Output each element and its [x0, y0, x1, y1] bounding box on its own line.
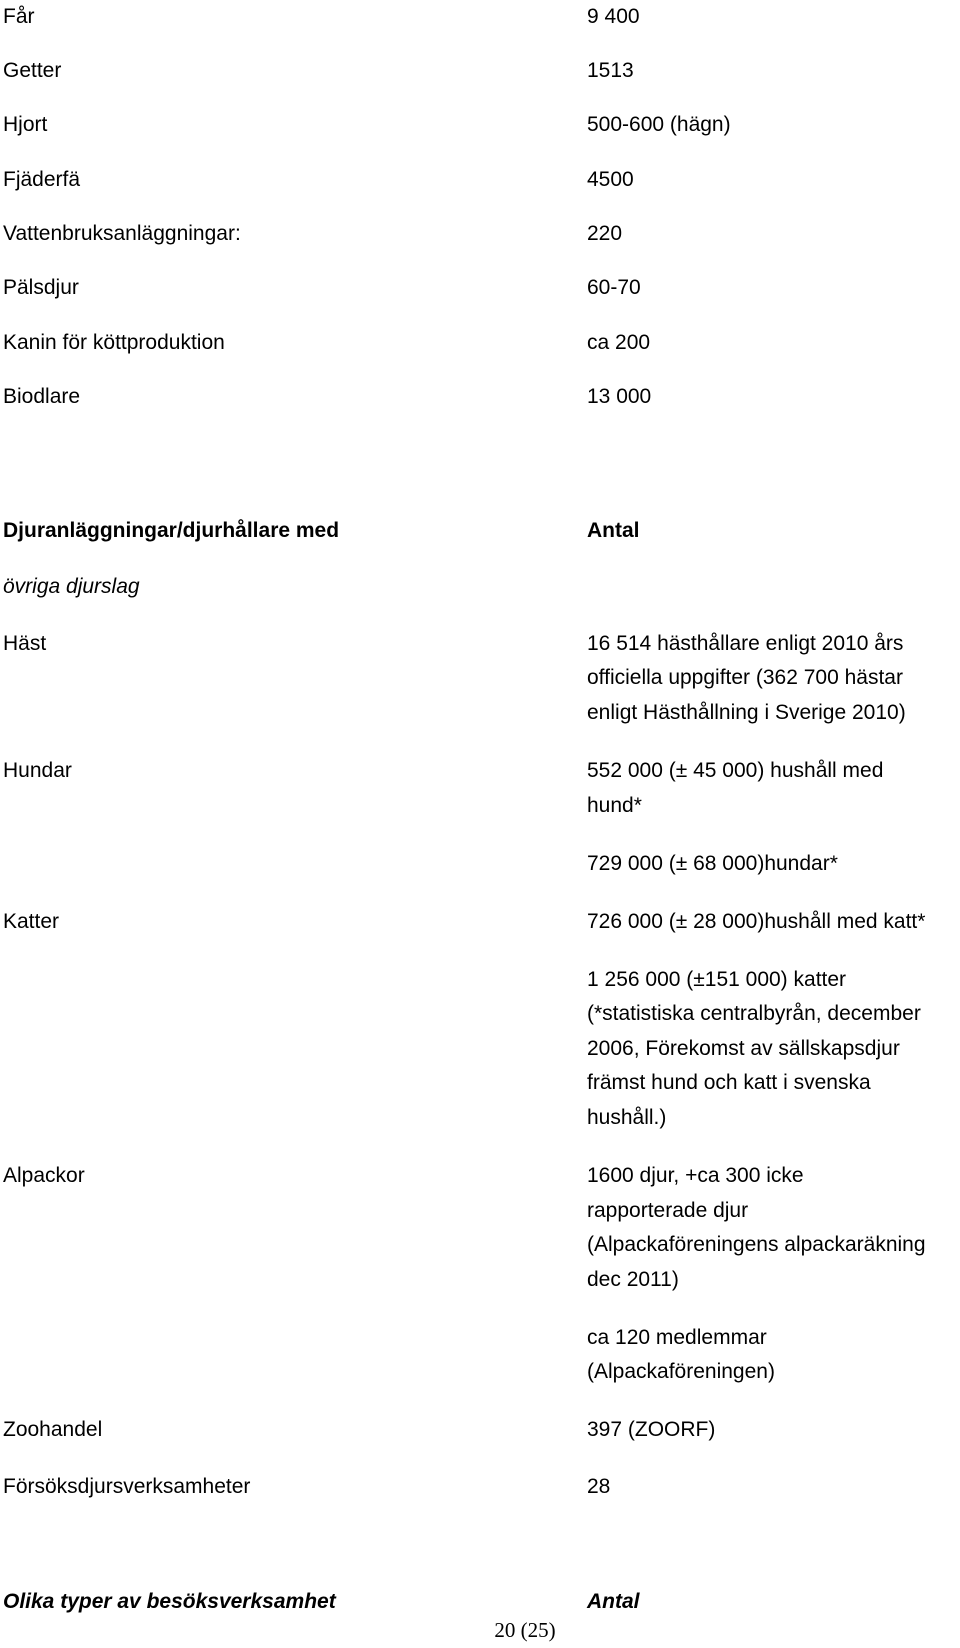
value-alpackor-1: 1600 djur, +ca 300 icke	[587, 1164, 804, 1187]
row-value-hjort: 500-600 (hägn)	[587, 113, 731, 136]
row-value-far: 9 400	[587, 5, 640, 28]
section2-header-left: Djuranläggningar/djurhållare med	[3, 519, 340, 542]
value-forsoksdjur: 28	[587, 1475, 611, 1498]
row-value-vattenbruk: 220	[587, 222, 623, 245]
label-hast: Häst	[3, 632, 47, 655]
value-hundar-extra: 729 000 (± 68 000)hundar*	[587, 852, 838, 875]
row-label-kanin: Kanin för köttproduktion	[3, 331, 225, 354]
value-hundar-1: 552 000 (± 45 000) hushåll med	[587, 759, 884, 782]
row-value-fjaderfa: 4500	[587, 168, 634, 191]
section2-header-left-italic: övriga djurslag	[3, 575, 140, 598]
value-hast-3: enligt Hästhållning i Sverige 2010)	[587, 701, 906, 724]
row-value-palsdjur: 60-70	[587, 276, 641, 299]
row-label-getter: Getter	[3, 59, 62, 82]
row-value-kanin: ca 200	[587, 331, 651, 354]
value-katter-extra-4: främst hund och katt i svenska	[587, 1071, 871, 1094]
section3-header-right: Antal	[587, 1590, 640, 1613]
label-alpackor: Alpackor	[3, 1164, 85, 1187]
value-katter-extra-2: (*statistiska centralbyrån, december	[587, 1002, 921, 1025]
value-alpackor-extra-2: (Alpackaföreningen)	[587, 1360, 775, 1383]
section3-header-left: Olika typer av besöksverksamhet	[3, 1590, 336, 1613]
value-alpackor-3: (Alpackaföreningens alpackaräkning	[587, 1233, 926, 1256]
value-katter: 726 000 (± 28 000)hushåll med katt*	[587, 910, 926, 933]
value-alpackor-2: rapporterade djur	[587, 1199, 749, 1222]
row-label-fjaderfa: Fjäderfä	[3, 168, 81, 191]
row-label-far: Får	[3, 5, 35, 28]
label-forsoksdjur: Försöksdjursverksamheter	[3, 1475, 251, 1498]
page-number: 20 (25)	[494, 1618, 556, 1642]
row-label-biodlare: Biodlare	[3, 385, 81, 408]
row-label-vattenbruk: Vattenbruksanläggningar:	[3, 222, 241, 245]
row-label-palsdjur: Pälsdjur	[3, 276, 79, 299]
value-alpackor-4: dec 2011)	[587, 1268, 679, 1291]
value-katter-extra-5: hushåll.)	[587, 1106, 667, 1129]
row-value-getter: 1513	[587, 59, 634, 82]
value-katter-extra-1: 1 256 000 (±151 000) katter	[587, 968, 847, 991]
label-katter: Katter	[3, 910, 60, 933]
row-value-biodlare: 13 000	[587, 385, 652, 408]
section2-header-right: Antal	[587, 519, 640, 542]
label-zoohandel: Zoohandel	[3, 1418, 103, 1441]
value-hast-2: officiella uppgifter (362 700 hästar	[587, 666, 903, 689]
row-label-hjort: Hjort	[3, 113, 48, 136]
value-alpackor-extra-1: ca 120 medlemmar	[587, 1326, 767, 1349]
value-zoohandel: 397 (ZOORF)	[587, 1418, 716, 1441]
value-katter-extra-3: 2006, Förekomst av sällskapsdjur	[587, 1037, 900, 1060]
value-hundar-2: hund*	[587, 794, 642, 817]
value-hast-1: 16 514 hästhållare enligt 2010 års	[587, 632, 904, 655]
label-hundar: Hundar	[3, 759, 72, 782]
